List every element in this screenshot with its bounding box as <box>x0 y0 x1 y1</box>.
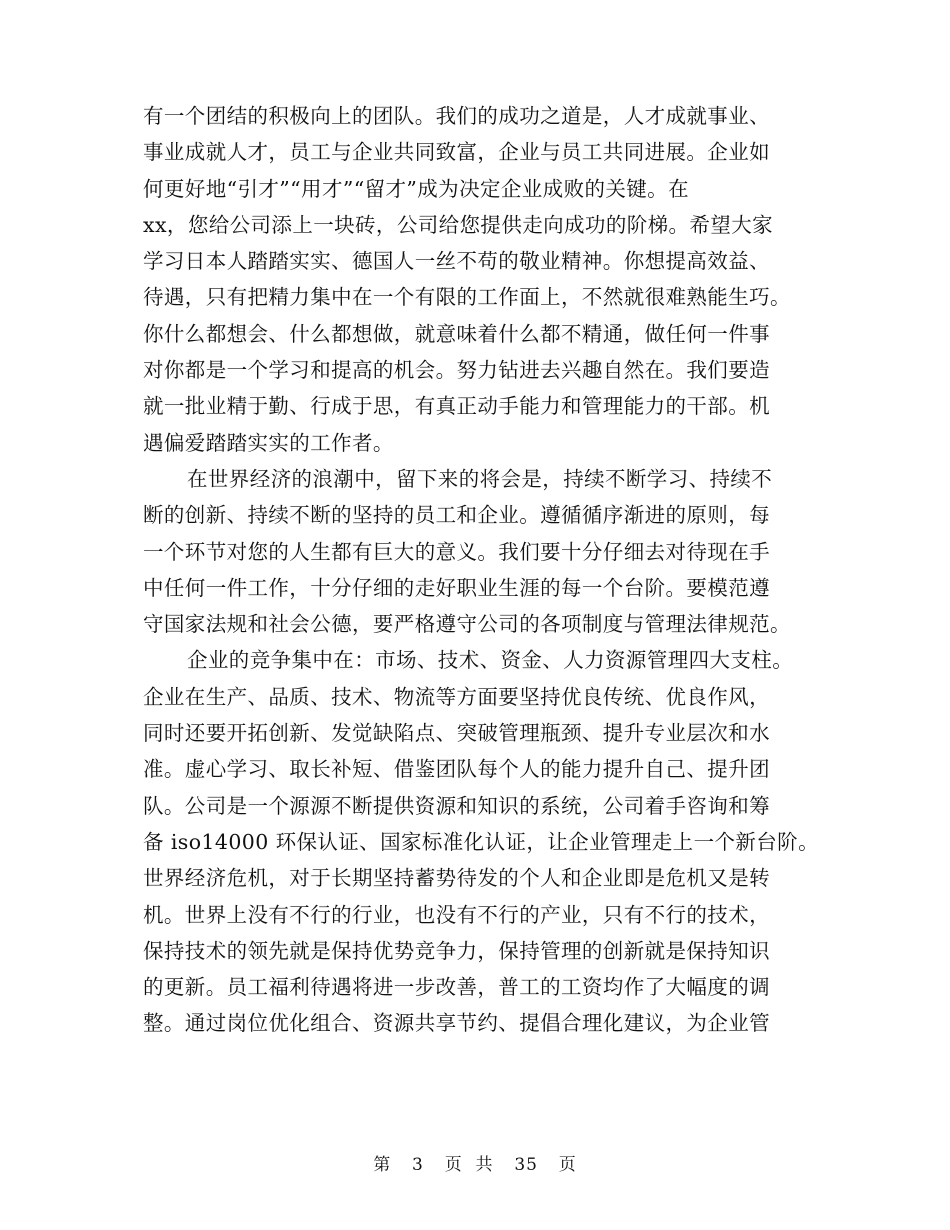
text-line: 遇偏爱踏踏实实的工作者。 <box>143 430 394 455</box>
text-line: 学习日本人踏踏实实、德国人一丝不苟的敬业精神。你想提高效益、 <box>143 249 770 274</box>
paragraph-start-line: 在世界经济的浪潮中，留下来的将会是，持续不断学习、持续不 <box>187 466 773 491</box>
text-line: 企业在生产、品质、技术、物流等方面要坚持优良传统、优良作风， <box>143 684 770 709</box>
text-line: 机。世界上没有不行的行业，也没有不行的产业，只有不行的技术， <box>143 902 770 927</box>
footer-prefix: 第 <box>373 1155 392 1175</box>
footer-suffix: 页 <box>558 1155 577 1175</box>
text-line: 准。虚心学习、取长补短、借鉴团队每个人的能力提升自己、提升团 <box>143 757 770 782</box>
text-line: 的更新。员工福利待遇将进一步改善，普工的工资均作了大幅度的调 <box>143 975 770 1000</box>
text-line: 同时还要开拓创新、发觉缺陷点、突破管理瓶颈、提升专业层次和水 <box>143 721 770 746</box>
text-line: 就一批业精于勤、行成于思，有真正动手能力和管理能力的干部。机 <box>143 394 770 419</box>
text-line: 待遇，只有把精力集中在一个有限的工作面上，不然就很难熟能生巧。 <box>143 285 791 310</box>
text-line: 队。公司是一个源源不断提供资源和知识的系统，公司着手咨询和筹 <box>143 793 770 818</box>
current-page-number: 3 <box>412 1155 424 1175</box>
text-line: 保持技术的领先就是保持优势竞争力，保持管理的创新就是保持知识 <box>143 938 770 963</box>
paragraph-start-line: 企业的竞争集中在：市场、技术、资金、人力资源管理四大支柱。 <box>187 648 794 673</box>
text-line: 对你都是一个学习和提高的机会。努力钻进去兴趣自然在。我们要造 <box>143 358 770 383</box>
text-line: xx，您给公司添上一块砖，公司给您提供走向成功的阶梯。希望大家 <box>143 212 774 237</box>
total-pages-number: 35 <box>514 1155 538 1175</box>
text-line: 事业成就人才，员工与企业共同致富，企业与员工共同进展。企业如 <box>143 140 770 165</box>
text-line: 何更好地“引才”“用才”“留才”成为决定企业成败的关键。在 <box>143 176 689 201</box>
page-footer <box>0 1150 950 1175</box>
text-line: 一个环节对您的人生都有巨大的意义。我们要十分仔细去对待现在手 <box>143 539 770 564</box>
text-line: 备 iso14000 环保认证、国家标准化认证，让企业管理走上一个新台阶。 <box>143 829 819 854</box>
text-line: 断的创新、持续不断的坚持的员工和企业。遵循循序渐进的原则，每 <box>143 503 770 528</box>
text-line: 世界经济危机，对于长期坚持蓄势待发的个人和企业即是危机又是转 <box>143 866 770 891</box>
text-line: 你什么都想会、什么都想做，就意味着什么都不精通，做任何一件事 <box>143 321 770 346</box>
text-line: 中任何一件工作，十分仔细的走好职业生涯的每一个台阶。要模范遵 <box>143 575 770 600</box>
text-line: 整。通过岗位优化组合、资源共享节约、提倡合理化建议，为企业管 <box>143 1011 770 1036</box>
footer-middle: 页 共 <box>444 1155 494 1175</box>
body-text <box>143 98 823 1042</box>
text-line: 有一个团结的积极向上的团队。我们的成功之道是，人才成就事业、 <box>143 104 770 128</box>
text-line: 守国家法规和社会公德，要严格遵守公司的各项制度与管理法律规范。 <box>143 612 791 637</box>
